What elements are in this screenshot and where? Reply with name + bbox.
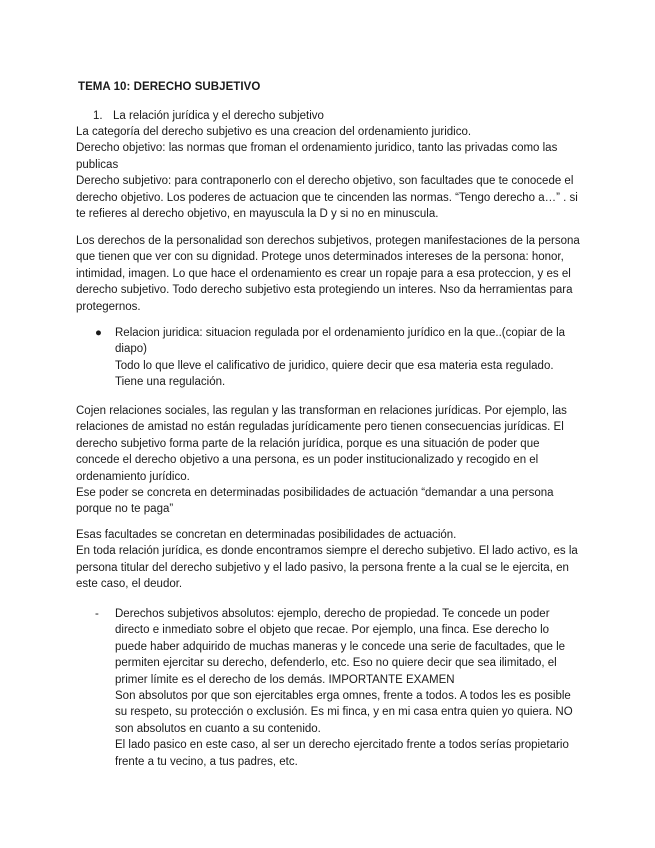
paragraph-line: Cojen relaciones sociales, las regulan y las transforman en relaciones jurídicas. Por ejemplo, las relaciones de amistad no están reguladas jurídicamente pero tienen consecuencias jurídicas. El derecho subjetivo forma parte de la relación jurídica, porque es una situación de poder que concede el derecho objetivo a una persona, es un poder institucionalizado y recogido en el ordenamiento jurídico. <box>76 405 567 483</box>
bullet-line: El lado pasico en este caso, al ser un derecho ejercitado frente a todos serías propietario frente a tu vecino, a tus padres, etc. <box>115 739 569 768</box>
paragraph-line: Ese poder se concreta en determinadas posibilidades de actuación “demandar a una persona porque no te paga” <box>76 487 554 516</box>
section-number: 1. <box>93 110 103 122</box>
paragraph-line: Esas facultades se concretan en determinadas posibilidades de actuación. <box>76 529 457 541</box>
paragraph-facultades <box>76 527 581 593</box>
paragraph-text: Los derechos de la personalidad son derechos subjetivos, protegen manifestaciones de la persona que tienen que ver con su dignidad. Protege unos determinados intereses de la persona: honor, intimidad, imagen. Lo que hace el ordenamiento es crear un ropaje para a esa proteccion, y es el derecho subjetivo. Todo derecho subjetivo esta protegiendo un interes. Nso da herramientas para protegernos. <box>76 235 580 313</box>
bullet-line: Derechos subjetivos absolutos: ejemplo, derecho de propiedad. Te concede un poder directo e inmediato sobre el objeto que recae. Por ejemplo, una finca. Ese derecho lo puede haber adquirido de muchas maneras y le concede una serie de facultades, que le permiten ejercitar su derecho, defenderlo, etc. Eso no quiere decir que sea ilimitado, el primer límite es el derecho de los demás. IMPORTANTE EXAMEN <box>115 608 566 686</box>
bullet-line: Todo lo que lleve el calificativo de juridico, quiere decir que esa materia esta regulado. Tiene una regulación. <box>115 359 554 389</box>
paragraph-social-relations <box>76 403 581 518</box>
paragraph-line: La categoría del derecho subjetivo es una creacion del ordenamiento juridico. <box>76 126 472 138</box>
document-title: TEMA 10: DERECHO SUBJETIVO <box>78 81 261 93</box>
paragraph-line: En toda relación jurídica, es donde encontramos siempre el derecho subjetivo. El lado activo, es la persona titular del derecho subjetivo y el lado pasivo, la persona frente a la cual se le ejercita, en este caso, el deudor. <box>76 545 578 591</box>
bullet-relacion-juridica <box>115 325 580 391</box>
section-heading <box>93 108 324 124</box>
section-heading-text: La relación jurídica y el derecho subjetivo <box>113 110 324 122</box>
bullet-line: Relacion juridica: situacion regulada por el ordenamiento jurídico en la que..(copiar de la diapo) <box>115 327 566 356</box>
bullet-derechos-absolutos <box>115 606 580 770</box>
paragraph-personality-rights <box>76 233 581 315</box>
paragraph-definitions <box>76 124 581 222</box>
bullet-line: Son absolutos por que son ejercitables erga omnes, frente a todos. A todos les es posible su respeto, su protección o exclusión. Es mi finca, y en mi casa entra quien yo quiera. NO son absolutos en cuanto a su contenido. <box>115 690 573 735</box>
paragraph-line: Derecho objetivo: las normas que froman el ordenamiento juridico, tanto las privadas como las publicas <box>76 142 558 171</box>
bullet-dot-icon: ● <box>95 327 102 339</box>
bullet-dash-icon: - <box>95 608 99 620</box>
paragraph-line: Derecho subjetivo: para contraponerlo con el derecho objetivo, son facultades que te conocede el derecho objetivo. Los poderes de actuacion que te cincenden las normas. “Tengo derecho a…” . si te refieres al derecho objetivo, en mayuscula la D y si no en minuscula. <box>76 175 578 221</box>
